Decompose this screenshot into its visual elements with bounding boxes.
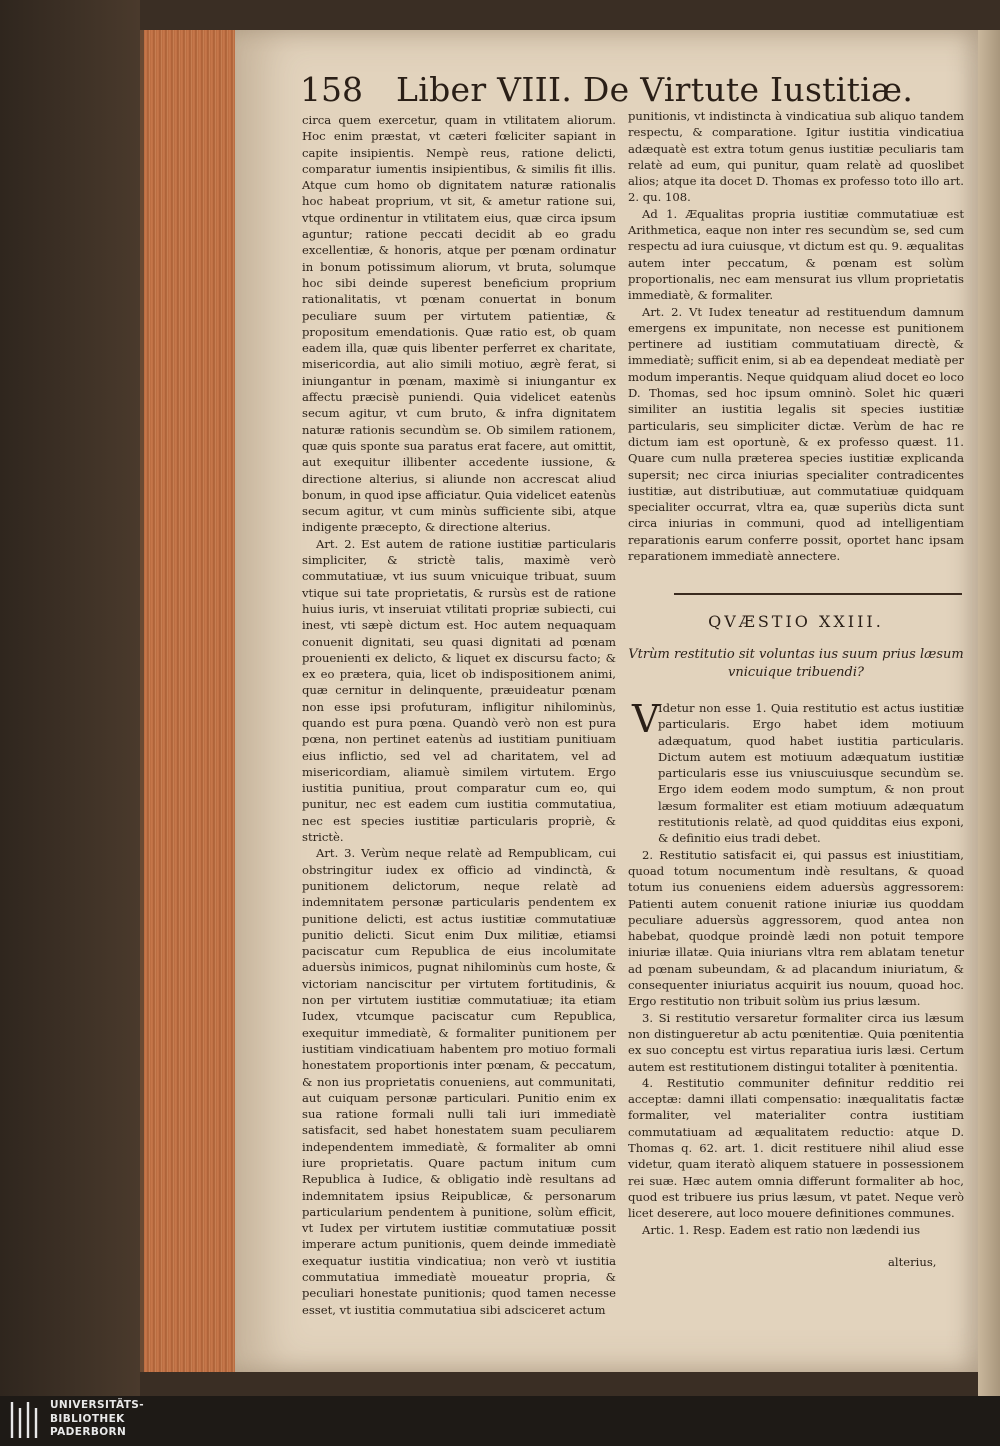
paragraph: punitionis, vt indistincta à vindicatiua sub aliquo tandem respectu, & comparatione. Igitur iustitia vindicatiua adæquatè est extra totum genus iustitiæ peculiaris tam relatè ad eum, qui punitur, quam relatè ad quoslibet alios; atque ita docet D. Thomas ex professo toto illo art. 2. qu. 108. [628,109,964,205]
library-footer [0,1396,1000,1446]
library-name-line: UNIVERSITÄTS- [50,1399,145,1411]
section-divider [674,593,962,595]
paragraph: 2. Restitutio satisfacit ei, qui passus est iniustitiam, quoad totum nocumentum indè resultans, & quoad totum ius conueniens eidem aduersùs aggressorem: Patienti autem conuenit ratione iniuriæ ius quoddam peculiare aduersùs aggressorem, quod antea non habebat, quodque proindè lædi non potuit tempore iniuriæ illatæ. Quia iniurians vltra rem ablatam tenetur ad pœnam subeundam, & ad placandum iniuriatum, & consequenter iniuriatus acquirit ius nouum, quoad hoc. Ergo restitutio non tribuit solùm ius prius læsum. [628,847,964,1009]
drop-capital: V [632,697,660,741]
paragraph: 4. Restitutio communiter definitur redditio rei acceptæ: damni illati compensatio: inæqualitatis factæ formaliter, vel materialiter contra iustitiam commutatiuam ad æqualitatem reductio: atque D. Thomas q. 62. art. 1. dicit restituere nihil aliud esse videtur, quam iteratò aliquem statuere in possessionem rei suæ. Hæc autem omnia differunt formaliter ab hoc, quod est tribuere ius prius læsum, vt patet. Neque verò licet deserere, aut loco mouere definitiones communes. [628,1075,964,1221]
page-number: 158 [300,70,363,109]
paragraph: Idetur non esse 1. Quia restitutio est actus iustitiæ particularis. Ergo habet idem motiuum adæquatum, quod habet iustitia particularis. Dictum autem est motiuum adæquatum iustitiæ particularis esse ius vniuscuiusque secundùm se. Ergo idem eodem modo sumptum, & non prout læsum formaliter est etiam motiuum adæquatum restitutionis relatè, ad quod quidditas eius exponi, & definitio eius tradi debet. [658,701,964,846]
paragraph: Art. 3. Verùm neque relatè ad Rempublicam, cui obstringitur iudex ex officio ad vindinctà, & punitionem delictorum, neque relatè ad indemnitatem personæ particularis pendentem ex punitione delicti, est actus iustitiæ commutatiuæ punitio delicti. Sicut enim Dux militiæ, etiamsi paciscatur cum Republica de eius incolumitate aduersùs inimicos, pugnat nihilominùs cum hoste, & victoriam nanciscitur per virtutem fortitudinis, & non per virtutem iustitiæ commutatiuæ; ita etiam Iudex, vtcumque paciscatur cum Republica, exequitur immediatè, & formaliter punitionem per iustitiam vindicatiuam habentem pro motiuo formali honestatem proportionis inter pœnam, & peccatum, & non ius proprietatis conueniens, aut communitati, aut cuiquam personæ particulari. Punitio enim ex sua ratione formali nulli tali iuri immediatè satisfacit, sed habet honestatem suam peculiarem independentem immediatè, & formaliter ab omni iure proprietatis. Quare pactum initum cum Republica à Iudice, & obligatio indè resultans ad indemnitatem ipsius Reipublicæ, & personarum particularium pendentem à punitione, solùm efficit, vt Iudex per virtutem iustitiæ commutatiuæ possit imperare actum punitionis, quem deinde immediatè exequatur iustitia vindicatiua; non verò vt iustitia commutatiua immediatè moueatur propria, & peculiari honestate punitionis; quod tamen necesse esset, vt iustitia commutatiua sibi adsciceret actum [302,846,616,1317]
library-name [50,1399,144,1440]
library-name-line: PADERBORN [50,1426,127,1438]
paragraph: circa quem exercetur, quam in vtilitatem aliorum. Hoc enim præstat, vt cæteri fœliciter sapiant in capite insipientis. Nempè reus, ratione delicti, comparatur iumentis insipientibus, & similis fit illis. Atque cum homo ob dignitatem naturæ rationalis hoc habeat proprium, vt sit, & ametur ratione sui, vtque ordinentur in vtilitatem eius, quæ circa ipsum aguntur; ratione peccati decidit ab eo gradu excellentiæ, & honoris, atque per pœnam ordinatur in bonum potissimum aliorum, vt bruta, solumque hoc sibi deinde superest beneficium proprium rationalitatis, vt pœnam conuertat in bonum peculiare suum per virtutem patientiæ, & propositum emendationis. Quæ ratio est, ob quam eadem illa, quæ quis libenter perferret ex charitate, misericordia, aut alio simili motiuo, ægrè ferat, si iniungantur in pœnam, maximè si iniungantur ex affectu præcisè puniendi. Quia videlicet eatenùs secum agitur, vt cum bruto, & infra dignitatem naturæ rationis secundùm se. Ob similem rationem, quæ quis sponte sua paratus erat facere, aut omittit, aut exequitur illibenter accedente iussione, & directione alterius, si aliunde non accrescat aliud bonum, in quod ipse afficiatur. Quia videlicet eatenùs secum agitur, vt cum minùs sufficiente sibi, atque indigente præcepto, & directione alterius. [302,113,617,535]
paragraph: Art. 2. Vt Iudex teneatur ad restituendum damnum emergens ex impunitate, non necesse est punitionem pertinere ad iustitiam commutatiuam directè, & immediatè; sufficit enim, si ab ea dependeat mediatè per modum imperantis. Neque quidquam aliud docet eo loco D. Thomas, sed hoc ipsum omninò. Solet hic quæri similiter an iustitia legalis sit species iustitiæ particularis, seu simpliciter dictæ. Verùm de hac re dictum iam est oportunè, & ex professo quæst. 11. Quare cum nulla præterea species iustitiæ explicanda supersit; nec circa iniurias specialiter contradicentes iustitiæ, aut distributiuæ, aut commutatiuæ quidquam specialiter occurrat, vltra ea, quæ superiùs dicta sunt circa iniurias in communi, quod ad intelligentiam reparationis earum conferre possit, oportet hanc ipsam reparationem immediatè annectere. [628,304,964,564]
book-cover-board [0,0,140,1396]
library-name-line: BIBLIOTHEK [50,1412,125,1425]
catchword: alterius, [888,1255,937,1269]
paragraph: 3. Si restitutio versaretur formaliter circa ius læsum non distingueretur ab actu pœnitentiæ. Quia pœnitentia ex suo conceptu est virtus reparatiua iuris læsi. Certum autem est restitutionem distingui totaliter à pœnitentia. [628,1010,964,1074]
right-text-column-bottom [628,697,964,1238]
page-fore-edge [140,30,239,1372]
question-subtitle: Vtrùm restitutio sit voluntas ius suum prius læsum vnicuique tribuendi? [628,647,964,680]
left-text-column [302,112,616,1318]
paragraph: Ad 1. Æqualitas propria iustitiæ commutatiuæ est Arithmetica, eaque non inter res secundùm se, sed cum respectu ad iura cuiusque, vt dictum est qu. 9. æqualitas autem inter peccatum, & pœnam est solùm proportionalis, nec eam mensurat ius vllum proprietatis immediatè, & formaliter. [628,206,964,303]
right-text-column-top [628,108,964,564]
facing-page-edge [978,30,1000,1396]
paragraph: Art. 2. Est autem de ratione iustitiæ particularis simpliciter, & strictè talis, maximè verò commutatiuæ, vt ius suum vnicuique tribuat, suum vtique sui tate proprietatis, & rursùs est de ratione huius iuris, vt inseruiat vtilitati propriæ subiecti, cui inest, vti sæpè dictum est. Hoc autem nequaquam conuenit dignitati, seu quasi dignitati ad pœnam prouenienti ex delicto, & liquet ex discursu facto; & ex eo prætera, quia, licet ob indispositionem animi, quæ cernitur in delinquente, præuideatur pœnam non esse ipsi profuturam, infligitur nihilominùs, quando est pura pœna. Quandò verò non est pura pœna, non pertinet eatenùs ad iustitiam punitiuam eius inflictio, sed vel ad charitatem, vel ad misericordiam, aliamuè similem virtutem. Ergo iustitia punitiua, prout comparatur cum eo, qui punitur, nec est eadem cum iustitia commutatiua, nec est species iustitiæ particularis propriè, & strictè. [302,536,616,845]
question-heading: QVÆSTIO XXIII. [708,612,884,631]
university-logo-icon [8,1398,46,1442]
paragraph: Artic. 1. Resp. Eadem est ratio non lædendi ius [642,1222,921,1237]
page-title: Liber VIII. De Virtute Iustitiæ. [396,70,914,109]
